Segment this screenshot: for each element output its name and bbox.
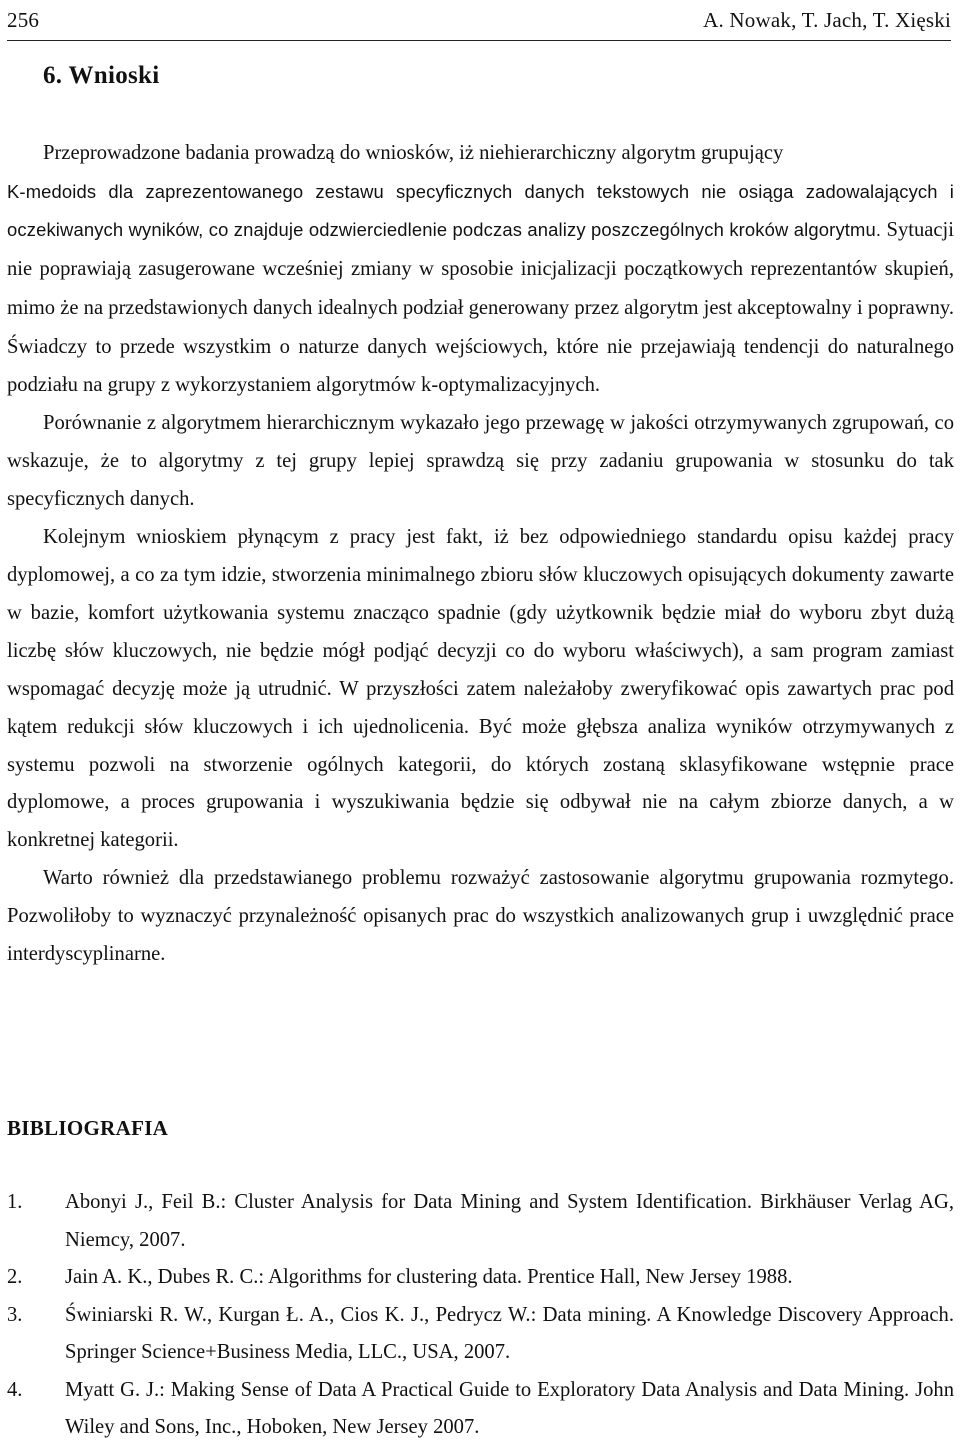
paragraph: Kolejnym wnioskiem płynącym z pracy jest fakt, iż bez odpowiedniego standardu opisu każdej pracy dyplomowej, a co za tym idzie, stworzenia minimalnego zbioru słów kluczowych opisujących dokumenty zawarte w bazie, komfort użytkowania systemu znacząco spadnie (gdy użytkownik będzie miał do wyboru zbyt dużą liczbę słów kluczowych, nie będzie mógł podjąć decyzji co do wyboru właściwych), a sam program zamiast wspomagać decyzję może ją utrudnić. W przyszłości zatem należałoby zweryfikować opis zawartych prac pod kątem redukcji słów kluczowych i ich ujednolicenia. Być może głębsza analiza wyników otrzymywanych z systemu pozwoli na stworzenie ogólnych kategorii, do których zostaną sklasyfikowane wstępnie prace dyplomowe, a proces grupowania i wyszukiwania będzie się odbywał nie na całym zbiorze danych, a w konkretnej kategorii. xyxy=(7,526,954,852)
bibliography-item xyxy=(7,1297,954,1372)
running-header-authors: A. Nowak, T. Jach, T. Xięski xyxy=(703,8,951,32)
bibliography-item-index: 3. xyxy=(7,1303,23,1326)
paragraph-1-serif-run: Sytuacji nie poprawiają zasugerowane wcześniej zmiany w sposobie inicjalizacji początkowych reprezentantów skupień, mimo że na przedstawionych danych idealnych podział generowany przez algorytm jest akceptowalny i poprawny. Świadczy to przede wszystkim o naturze danych wejściowych, które nie przejawiają tendencji do naturalnego podziału na grupy z wykorzystaniem algorytmów k-optymalizacyjnych. xyxy=(7,218,954,397)
paragraph-1-first-line: Przeprowadzone badania prowadzą do wniosków, iż niehierarchiczny algorytm grupujący xyxy=(43,142,784,164)
running-header xyxy=(7,0,951,40)
paragraph-1-sans-run: K-medoids dla zaprezentowanego zestawu specyficznych danych tekstowych nie osiąga zadowalających i oczekiwanych wyników, co znajduje odzwierciedlenie podczas analizy poszczególnych kroków algorytmu. xyxy=(7,180,954,240)
bibliography-item xyxy=(7,1372,954,1447)
bibliography-title: BIBLIOGRAFIA xyxy=(7,1116,169,1140)
paragraph xyxy=(7,135,954,173)
bibliography-item-index: 1. xyxy=(7,1191,23,1213)
section-title: 6. Wnioski xyxy=(43,62,160,89)
paragraph: Warto również dla przedstawianego problemu rozważyć zastosowanie algorytmu grupowania rozmytego. Pozwoliłoby to wyznaczyć przynależność opisanych prac do wszystkich analizowanych grup i uwzględnić prace interdyscyplinarne. xyxy=(7,867,954,966)
bibliography-item-index: 4. xyxy=(7,1378,23,1401)
bibliography-item-text: Jain A. K., Dubes R. C.: Algorithms for clustering data. Prentice Hall, New Jersey 1988. xyxy=(65,1266,793,1288)
bibliography-item-text: Abonyi J., Feil B.: Cluster Analysis for Data Mining and System Identification. Birkhäuser Verlag AG, Niemcy, 2007. xyxy=(65,1191,954,1251)
bibliography-item-text: Świniarski R. W., Kurgan Ł. A., Cios K. J., Pedrycz W.: Data mining. A Knowledge Discovery Approach. Springer Science+Business Media, LLC., USA, 2007. xyxy=(65,1303,954,1363)
page-number: 256 xyxy=(7,8,40,32)
bibliography-item xyxy=(7,1259,954,1297)
bibliography-item-text: Myatt G. J.: Making Sense of Data A Practical Guide to Exploratory Data Analysis and Data Mining. John Wiley and Sons, Inc., Hoboken, New Jersey 2007. xyxy=(65,1378,954,1438)
paragraph xyxy=(7,173,954,405)
section-body xyxy=(7,135,954,974)
header-divider xyxy=(7,40,951,41)
bibliography-list xyxy=(7,1184,954,1447)
bibliography-item-index: 2. xyxy=(7,1266,23,1288)
paragraph: Porównanie z algorytmem hierarchicznym wykazało jego przewagę w jakości otrzymywanych zgrupowań, co wskazuje, że to algorytmy z tej grupy lepiej sprawdzą się przy zadaniu grupowania w stosunku do tak specyficznych danych. xyxy=(7,412,954,511)
bibliography-item xyxy=(7,1184,954,1259)
